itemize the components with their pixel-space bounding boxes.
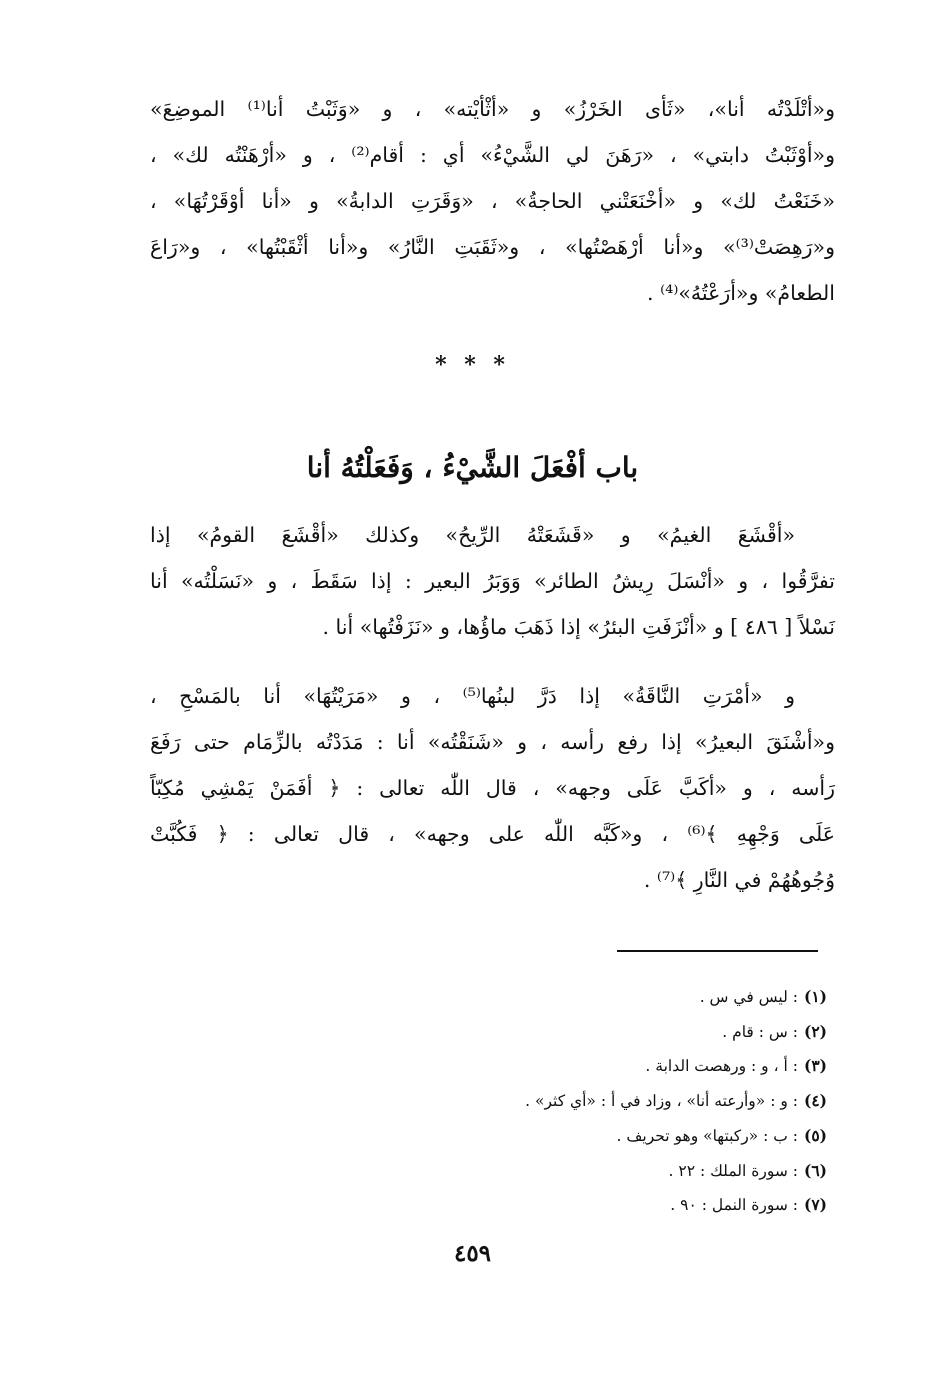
footnote-text: : سورة النمل : ٩٠ . bbox=[670, 1196, 798, 1215]
footnote bbox=[525, 1188, 827, 1223]
footnote bbox=[525, 980, 827, 1015]
footnote-text: : ليس في س . bbox=[699, 988, 798, 1006]
text-line: عَلَى وَجْهِهِ ﴾⁽⁶⁾ ، و«كَبَّه اللّٰه على وجهه» ، قال تعالى : ﴿ فَكُبَّتْ bbox=[150, 822, 835, 846]
chapter-heading: باب أفْعَلَ الشَّيْءُ ، وَفَعَلْتُهُ أنا bbox=[306, 451, 639, 484]
text-line: رَأسه ، و «أكَبَّ عَلَى وجهه» ، قال اللّٰه تعالى : ﴿ أفَمَنْ يَمْشِي مُكِبّاً bbox=[150, 776, 835, 800]
footnote bbox=[525, 1049, 827, 1084]
footnote-number: (٤) bbox=[803, 1091, 827, 1111]
text-line: الطعامُ» و«أرَعْتُهُ»⁽⁴⁾ . bbox=[647, 281, 835, 305]
footnote-text: : ب : «ركبتها» وهو تحريف . bbox=[616, 1126, 798, 1145]
footnote bbox=[525, 1015, 827, 1050]
footnote-number: (٣) bbox=[803, 1056, 827, 1076]
text-line: و «أمْرَتِ النَّاقَةُ» إذا دَرَّ لبنُها⁽⁵⁾ ، و «مَرَيْتُهَا» أنا بالمَسْحِ ، bbox=[150, 684, 795, 708]
section-separator: * * * bbox=[435, 352, 510, 378]
footnote-number: (٢) bbox=[803, 1021, 827, 1041]
footnote-divider bbox=[617, 950, 818, 952]
footnote-text: : سورة الملك : ٢٢ . bbox=[668, 1161, 798, 1180]
text-line: «خَنَعْتُ لك» و «أخْنَعَتْني الحاجةُ» ، «وَقَرَتِ الدابةُ» و «أنا أوْقَرْتُهَا» ، bbox=[150, 189, 835, 213]
text-line: و«أوْثَبْتُ دابتي» ، «رَهَنَ لي الشَّيْءُ» أي : أقام⁽²⁾ ، و «أرْهَنْتُه لك» ، bbox=[150, 143, 835, 167]
intro-paragraph bbox=[150, 86, 835, 316]
text-line: تفرَّقُوا ، و «أنْسَلَ رِيشُ الطائر» وَوَبَرُ البعير : إذا سَقَطَ ، و «نَسَلْتُه» أنا bbox=[150, 569, 835, 593]
footnote-number: (٦) bbox=[803, 1160, 827, 1180]
text-line: و«أشْنَقَ البعيرُ» إذا رفع رأسه ، و «شَنَقْتُه» أنا : مَدَدْتُه بالزِّمَام حتى رَفَعَ bbox=[150, 730, 835, 754]
text-line: نَسْلاً [ ٤٨٦ ] و «أنْزَفَتِ البئرُ» إذا ذَهَبَ ماؤُها، و «نَزَفْتُها» أنا . bbox=[322, 615, 835, 639]
footnote bbox=[525, 1084, 827, 1119]
footnote-text: : و : «وأرعته أنا» ، وزاد في أ : «أي كثر» . bbox=[525, 1092, 798, 1111]
footnote-number: (٥) bbox=[803, 1125, 827, 1145]
paragraph-1 bbox=[150, 512, 835, 650]
footnote bbox=[525, 1119, 827, 1154]
paragraph-2 bbox=[150, 673, 835, 903]
text-line: وُجُوهُهُمْ في النَّارِ ﴾⁽⁷⁾ . bbox=[643, 868, 835, 892]
footnote-number: (٧) bbox=[803, 1195, 827, 1215]
text-line: «أقْشَعَ الغيمُ» و «قَشَعَتْهُ الرِّيحُ» وكذلك «أقْشَعَ القومُ» إذا bbox=[150, 523, 795, 547]
footnote bbox=[525, 1154, 827, 1189]
text-line: و«أتْلَدْتُه أنا»، «ثَأى الخَرْزُ» و «أثْأيْته» ، و «وَثَبْتُ أنا⁽¹⁾ الموضِعَ» bbox=[150, 97, 835, 121]
footnote-number: (١) bbox=[803, 987, 827, 1006]
footnotes bbox=[525, 980, 827, 1223]
footnote-text: : أ ، و : ورهصت الدابة . bbox=[645, 1057, 798, 1076]
text-line: و«رَهِصَتْ⁽³⁾» و«أنا أرْهَصْتُها» ، و«ثَقَبَتِ النَّارُ» و«أنا أثْقَبْتُها» ، و«رَاعَ bbox=[150, 235, 835, 259]
page-number: ٤٥٩ bbox=[453, 1240, 492, 1267]
footnote-text: : س : قام . bbox=[722, 1022, 798, 1041]
